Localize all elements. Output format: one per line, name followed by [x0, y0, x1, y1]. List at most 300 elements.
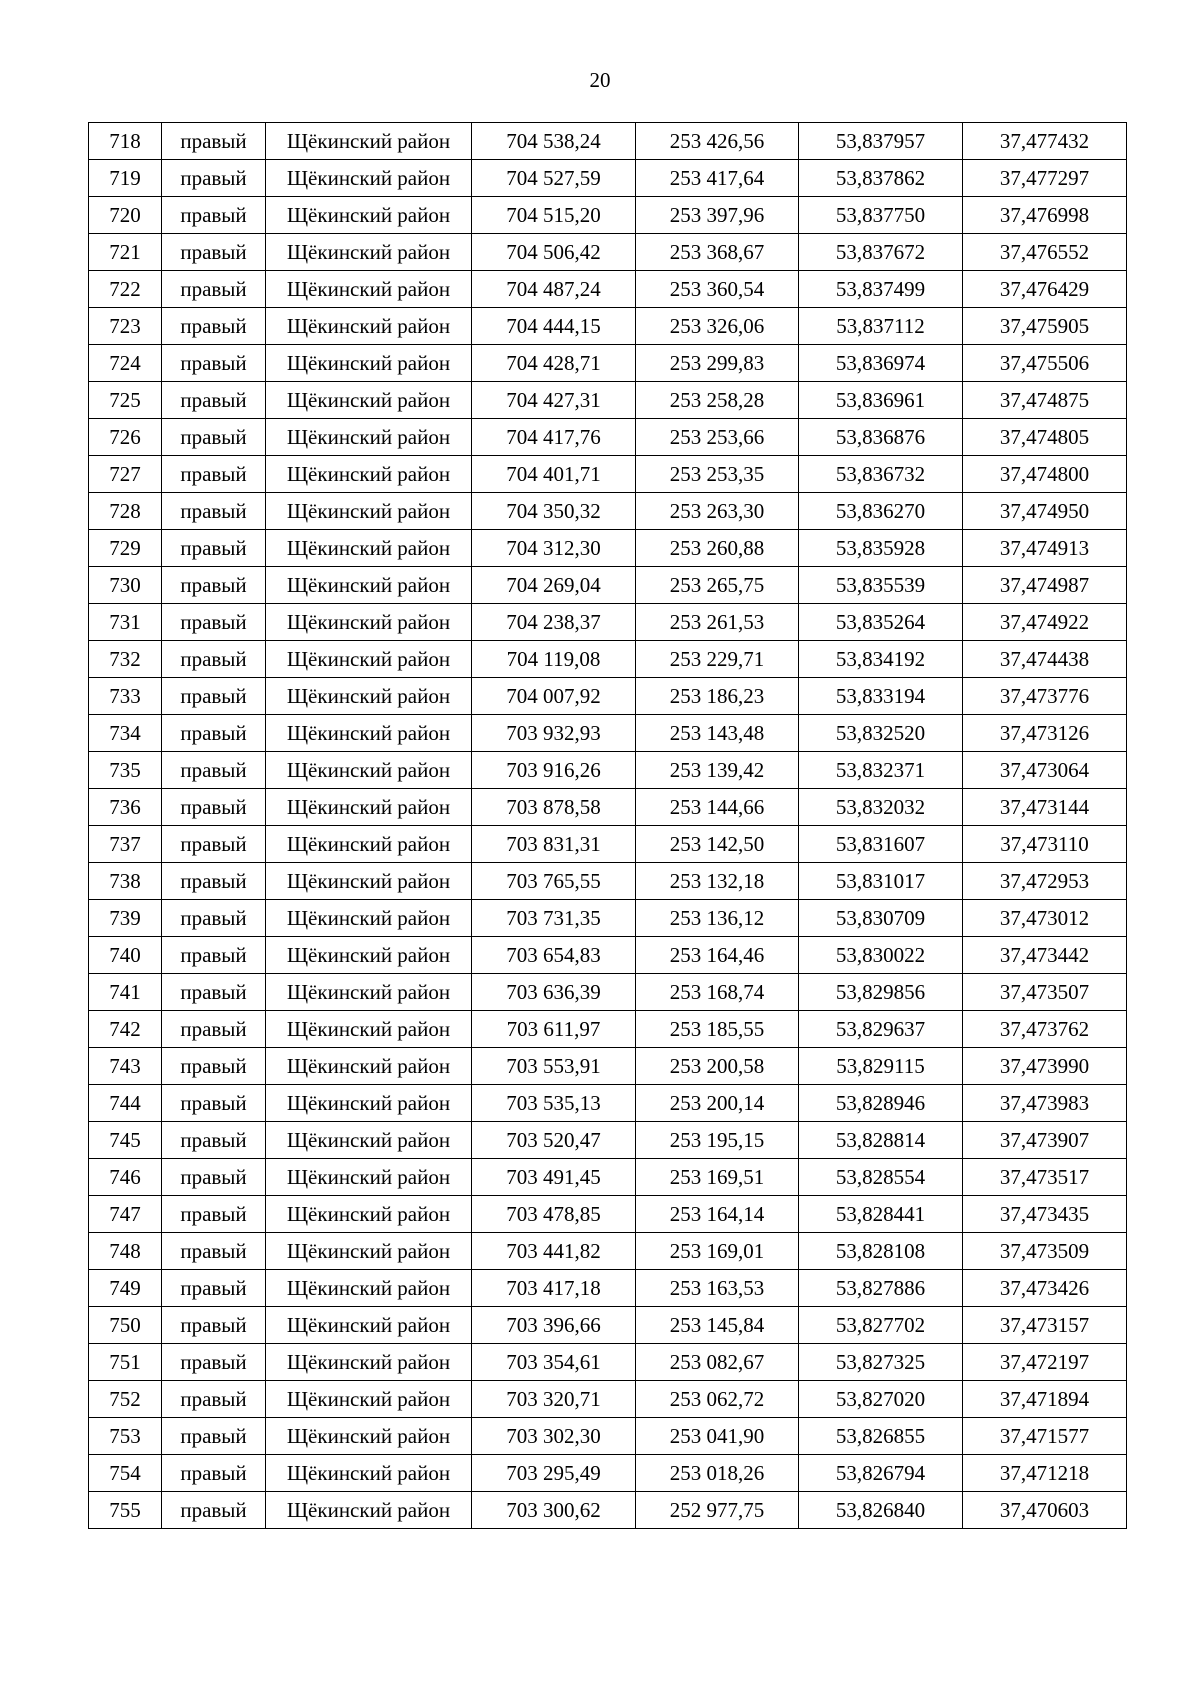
x-coordinate-cell: 703 302,30 — [472, 1418, 636, 1455]
district-cell: Щёкинский район — [266, 1233, 472, 1270]
table-row — [89, 197, 1127, 234]
latitude-cell: 53,837750 — [799, 197, 963, 234]
longitude-cell: 37,473990 — [963, 1048, 1127, 1085]
longitude-cell: 37,477297 — [963, 160, 1127, 197]
x-coordinate-cell: 703 491,45 — [472, 1159, 636, 1196]
y-coordinate-cell: 253 139,42 — [636, 752, 799, 789]
district-cell: Щёкинский район — [266, 752, 472, 789]
table-row — [89, 974, 1127, 1011]
latitude-cell: 53,828441 — [799, 1196, 963, 1233]
latitude-cell: 53,837957 — [799, 123, 963, 160]
table-row — [89, 789, 1127, 826]
x-coordinate-cell: 703 300,62 — [472, 1492, 636, 1529]
x-coordinate-cell: 703 478,85 — [472, 1196, 636, 1233]
bank-side-cell: правый — [162, 1011, 266, 1048]
longitude-cell: 37,473776 — [963, 678, 1127, 715]
district-cell: Щёкинский район — [266, 1418, 472, 1455]
coordinates-table — [88, 122, 1127, 1529]
point-number-cell: 755 — [89, 1492, 162, 1529]
district-cell: Щёкинский район — [266, 419, 472, 456]
latitude-cell: 53,835539 — [799, 567, 963, 604]
longitude-cell: 37,474950 — [963, 493, 1127, 530]
point-number-cell: 722 — [89, 271, 162, 308]
district-cell: Щёкинский район — [266, 567, 472, 604]
longitude-cell: 37,473157 — [963, 1307, 1127, 1344]
bank-side-cell: правый — [162, 1492, 266, 1529]
district-cell: Щёкинский район — [266, 530, 472, 567]
latitude-cell: 53,826794 — [799, 1455, 963, 1492]
x-coordinate-cell: 704 401,71 — [472, 456, 636, 493]
table-row — [89, 345, 1127, 382]
y-coordinate-cell: 253 144,66 — [636, 789, 799, 826]
x-coordinate-cell: 703 441,82 — [472, 1233, 636, 1270]
latitude-cell: 53,828814 — [799, 1122, 963, 1159]
district-cell: Щёкинский район — [266, 1381, 472, 1418]
table-row — [89, 419, 1127, 456]
longitude-cell: 37,473983 — [963, 1085, 1127, 1122]
point-number-cell: 727 — [89, 456, 162, 493]
district-cell: Щёкинский район — [266, 1122, 472, 1159]
y-coordinate-cell: 253 136,12 — [636, 900, 799, 937]
y-coordinate-cell: 253 265,75 — [636, 567, 799, 604]
district-cell: Щёкинский район — [266, 308, 472, 345]
longitude-cell: 37,474987 — [963, 567, 1127, 604]
y-coordinate-cell: 252 977,75 — [636, 1492, 799, 1529]
bank-side-cell: правый — [162, 456, 266, 493]
table-row — [89, 567, 1127, 604]
point-number-cell: 734 — [89, 715, 162, 752]
longitude-cell: 37,476552 — [963, 234, 1127, 271]
y-coordinate-cell: 253 263,30 — [636, 493, 799, 530]
table-row — [89, 604, 1127, 641]
latitude-cell: 53,827020 — [799, 1381, 963, 1418]
point-number-cell: 750 — [89, 1307, 162, 1344]
bank-side-cell: правый — [162, 419, 266, 456]
x-coordinate-cell: 704 527,59 — [472, 160, 636, 197]
bank-side-cell: правый — [162, 1085, 266, 1122]
y-coordinate-cell: 253 168,74 — [636, 974, 799, 1011]
latitude-cell: 53,832032 — [799, 789, 963, 826]
x-coordinate-cell: 704 007,92 — [472, 678, 636, 715]
y-coordinate-cell: 253 169,51 — [636, 1159, 799, 1196]
latitude-cell: 53,837499 — [799, 271, 963, 308]
district-cell: Щёкинский район — [266, 937, 472, 974]
point-number-cell: 741 — [89, 974, 162, 1011]
point-number-cell: 729 — [89, 530, 162, 567]
table-row — [89, 1492, 1127, 1529]
longitude-cell: 37,471577 — [963, 1418, 1127, 1455]
x-coordinate-cell: 703 295,49 — [472, 1455, 636, 1492]
latitude-cell: 53,837112 — [799, 308, 963, 345]
table-row — [89, 456, 1127, 493]
latitude-cell: 53,837862 — [799, 160, 963, 197]
table-row — [89, 1085, 1127, 1122]
latitude-cell: 53,828108 — [799, 1233, 963, 1270]
point-number-cell: 749 — [89, 1270, 162, 1307]
point-number-cell: 731 — [89, 604, 162, 641]
point-number-cell: 733 — [89, 678, 162, 715]
district-cell: Щёкинский район — [266, 974, 472, 1011]
x-coordinate-cell: 704 119,08 — [472, 641, 636, 678]
y-coordinate-cell: 253 253,66 — [636, 419, 799, 456]
longitude-cell: 37,473507 — [963, 974, 1127, 1011]
x-coordinate-cell: 703 878,58 — [472, 789, 636, 826]
district-cell: Щёкинский район — [266, 493, 472, 530]
longitude-cell: 37,470603 — [963, 1492, 1127, 1529]
x-coordinate-cell: 704 312,30 — [472, 530, 636, 567]
x-coordinate-cell: 704 427,31 — [472, 382, 636, 419]
point-number-cell: 742 — [89, 1011, 162, 1048]
longitude-cell: 37,475905 — [963, 308, 1127, 345]
latitude-cell: 53,836732 — [799, 456, 963, 493]
x-coordinate-cell: 703 320,71 — [472, 1381, 636, 1418]
y-coordinate-cell: 253 082,67 — [636, 1344, 799, 1381]
district-cell: Щёкинский район — [266, 345, 472, 382]
point-number-cell: 745 — [89, 1122, 162, 1159]
table-row — [89, 1048, 1127, 1085]
y-coordinate-cell: 253 185,55 — [636, 1011, 799, 1048]
y-coordinate-cell: 253 186,23 — [636, 678, 799, 715]
latitude-cell: 53,836270 — [799, 493, 963, 530]
longitude-cell: 37,473509 — [963, 1233, 1127, 1270]
longitude-cell: 37,471218 — [963, 1455, 1127, 1492]
point-number-cell: 737 — [89, 826, 162, 863]
table-row — [89, 1418, 1127, 1455]
x-coordinate-cell: 703 731,35 — [472, 900, 636, 937]
coordinates-table-body — [89, 123, 1127, 1529]
y-coordinate-cell: 253 258,28 — [636, 382, 799, 419]
latitude-cell: 53,831017 — [799, 863, 963, 900]
longitude-cell: 37,474922 — [963, 604, 1127, 641]
x-coordinate-cell: 703 396,66 — [472, 1307, 636, 1344]
bank-side-cell: правый — [162, 900, 266, 937]
latitude-cell: 53,836974 — [799, 345, 963, 382]
longitude-cell: 37,473907 — [963, 1122, 1127, 1159]
x-coordinate-cell: 703 417,18 — [472, 1270, 636, 1307]
bank-side-cell: правый — [162, 641, 266, 678]
point-number-cell: 725 — [89, 382, 162, 419]
longitude-cell: 37,471894 — [963, 1381, 1127, 1418]
x-coordinate-cell: 703 520,47 — [472, 1122, 636, 1159]
longitude-cell: 37,473064 — [963, 752, 1127, 789]
district-cell: Щёкинский район — [266, 1270, 472, 1307]
point-number-cell: 724 — [89, 345, 162, 382]
y-coordinate-cell: 253 195,15 — [636, 1122, 799, 1159]
y-coordinate-cell: 253 018,26 — [636, 1455, 799, 1492]
x-coordinate-cell: 703 831,31 — [472, 826, 636, 863]
district-cell: Щёкинский район — [266, 234, 472, 271]
latitude-cell: 53,830022 — [799, 937, 963, 974]
bank-side-cell: правый — [162, 604, 266, 641]
point-number-cell: 723 — [89, 308, 162, 345]
table-row — [89, 308, 1127, 345]
table-row — [89, 678, 1127, 715]
longitude-cell: 37,473144 — [963, 789, 1127, 826]
x-coordinate-cell: 703 932,93 — [472, 715, 636, 752]
point-number-cell: 754 — [89, 1455, 162, 1492]
y-coordinate-cell: 253 163,53 — [636, 1270, 799, 1307]
table-row — [89, 123, 1127, 160]
table-row — [89, 641, 1127, 678]
longitude-cell: 37,473012 — [963, 900, 1127, 937]
longitude-cell: 37,474875 — [963, 382, 1127, 419]
x-coordinate-cell: 703 654,83 — [472, 937, 636, 974]
table-row — [89, 530, 1127, 567]
y-coordinate-cell: 253 229,71 — [636, 641, 799, 678]
table-row — [89, 863, 1127, 900]
latitude-cell: 53,833194 — [799, 678, 963, 715]
y-coordinate-cell: 253 360,54 — [636, 271, 799, 308]
point-number-cell: 747 — [89, 1196, 162, 1233]
bank-side-cell: правый — [162, 1455, 266, 1492]
table-row — [89, 1307, 1127, 1344]
point-number-cell: 751 — [89, 1344, 162, 1381]
longitude-cell: 37,473762 — [963, 1011, 1127, 1048]
district-cell: Щёкинский район — [266, 641, 472, 678]
district-cell: Щёкинский район — [266, 715, 472, 752]
y-coordinate-cell: 253 164,46 — [636, 937, 799, 974]
bank-side-cell: правый — [162, 123, 266, 160]
district-cell: Щёкинский район — [266, 678, 472, 715]
bank-side-cell: правый — [162, 1307, 266, 1344]
latitude-cell: 53,832371 — [799, 752, 963, 789]
point-number-cell: 732 — [89, 641, 162, 678]
latitude-cell: 53,829637 — [799, 1011, 963, 1048]
x-coordinate-cell: 703 611,97 — [472, 1011, 636, 1048]
district-cell: Щёкинский район — [266, 1344, 472, 1381]
district-cell: Щёкинский район — [266, 1159, 472, 1196]
table-row — [89, 382, 1127, 419]
x-coordinate-cell: 704 506,42 — [472, 234, 636, 271]
latitude-cell: 53,828554 — [799, 1159, 963, 1196]
table-row — [89, 1344, 1127, 1381]
point-number-cell: 738 — [89, 863, 162, 900]
point-number-cell: 728 — [89, 493, 162, 530]
longitude-cell: 37,475506 — [963, 345, 1127, 382]
point-number-cell: 752 — [89, 1381, 162, 1418]
district-cell: Щёкинский район — [266, 1196, 472, 1233]
bank-side-cell: правый — [162, 1381, 266, 1418]
bank-side-cell: правый — [162, 1270, 266, 1307]
point-number-cell: 720 — [89, 197, 162, 234]
latitude-cell: 53,832520 — [799, 715, 963, 752]
x-coordinate-cell: 704 428,71 — [472, 345, 636, 382]
y-coordinate-cell: 253 260,88 — [636, 530, 799, 567]
y-coordinate-cell: 253 142,50 — [636, 826, 799, 863]
x-coordinate-cell: 704 417,76 — [472, 419, 636, 456]
latitude-cell: 53,831607 — [799, 826, 963, 863]
table-row — [89, 900, 1127, 937]
bank-side-cell: правый — [162, 567, 266, 604]
y-coordinate-cell: 253 426,56 — [636, 123, 799, 160]
table-row — [89, 493, 1127, 530]
longitude-cell: 37,476998 — [963, 197, 1127, 234]
district-cell: Щёкинский район — [266, 604, 472, 641]
table-row — [89, 1270, 1127, 1307]
point-number-cell: 748 — [89, 1233, 162, 1270]
district-cell: Щёкинский район — [266, 900, 472, 937]
longitude-cell: 37,473426 — [963, 1270, 1127, 1307]
longitude-cell: 37,474805 — [963, 419, 1127, 456]
table-row — [89, 752, 1127, 789]
bank-side-cell: правый — [162, 974, 266, 1011]
bank-side-cell: правый — [162, 1159, 266, 1196]
y-coordinate-cell: 253 417,64 — [636, 160, 799, 197]
bank-side-cell: правый — [162, 160, 266, 197]
y-coordinate-cell: 253 062,72 — [636, 1381, 799, 1418]
x-coordinate-cell: 704 269,04 — [472, 567, 636, 604]
x-coordinate-cell: 704 538,24 — [472, 123, 636, 160]
point-number-cell: 744 — [89, 1085, 162, 1122]
y-coordinate-cell: 253 132,18 — [636, 863, 799, 900]
latitude-cell: 53,835928 — [799, 530, 963, 567]
table-row — [89, 1196, 1127, 1233]
x-coordinate-cell: 703 535,13 — [472, 1085, 636, 1122]
y-coordinate-cell: 253 299,83 — [636, 345, 799, 382]
point-number-cell: 730 — [89, 567, 162, 604]
district-cell: Щёкинский район — [266, 863, 472, 900]
x-coordinate-cell: 704 487,24 — [472, 271, 636, 308]
bank-side-cell: правый — [162, 345, 266, 382]
district-cell: Щёкинский район — [266, 1085, 472, 1122]
longitude-cell: 37,474438 — [963, 641, 1127, 678]
point-number-cell: 746 — [89, 1159, 162, 1196]
point-number-cell: 718 — [89, 123, 162, 160]
x-coordinate-cell: 704 515,20 — [472, 197, 636, 234]
x-coordinate-cell: 704 238,37 — [472, 604, 636, 641]
longitude-cell: 37,477432 — [963, 123, 1127, 160]
y-coordinate-cell: 253 253,35 — [636, 456, 799, 493]
district-cell: Щёкинский район — [266, 382, 472, 419]
latitude-cell: 53,827702 — [799, 1307, 963, 1344]
latitude-cell: 53,828946 — [799, 1085, 963, 1122]
latitude-cell: 53,826855 — [799, 1418, 963, 1455]
longitude-cell: 37,473110 — [963, 826, 1127, 863]
bank-side-cell: правый — [162, 1196, 266, 1233]
bank-side-cell: правый — [162, 1344, 266, 1381]
point-number-cell: 753 — [89, 1418, 162, 1455]
district-cell: Щёкинский район — [266, 271, 472, 308]
page-number: 20 — [589, 68, 611, 92]
bank-side-cell: правый — [162, 789, 266, 826]
bank-side-cell: правый — [162, 308, 266, 345]
longitude-cell: 37,472197 — [963, 1344, 1127, 1381]
table-row — [89, 1381, 1127, 1418]
y-coordinate-cell: 253 368,67 — [636, 234, 799, 271]
bank-side-cell: правый — [162, 382, 266, 419]
longitude-cell: 37,474800 — [963, 456, 1127, 493]
x-coordinate-cell: 704 444,15 — [472, 308, 636, 345]
latitude-cell: 53,829115 — [799, 1048, 963, 1085]
y-coordinate-cell: 253 041,90 — [636, 1418, 799, 1455]
longitude-cell: 37,473126 — [963, 715, 1127, 752]
district-cell: Щёкинский район — [266, 1307, 472, 1344]
district-cell: Щёкинский район — [266, 160, 472, 197]
latitude-cell: 53,830709 — [799, 900, 963, 937]
longitude-cell: 37,473435 — [963, 1196, 1127, 1233]
table-row — [89, 1455, 1127, 1492]
longitude-cell: 37,474913 — [963, 530, 1127, 567]
y-coordinate-cell: 253 326,06 — [636, 308, 799, 345]
latitude-cell: 53,834192 — [799, 641, 963, 678]
point-number-cell: 740 — [89, 937, 162, 974]
table-row — [89, 234, 1127, 271]
table-row — [89, 1159, 1127, 1196]
table-row — [89, 271, 1127, 308]
district-cell: Щёкинский район — [266, 789, 472, 826]
point-number-cell: 739 — [89, 900, 162, 937]
latitude-cell: 53,836961 — [799, 382, 963, 419]
latitude-cell: 53,837672 — [799, 234, 963, 271]
y-coordinate-cell: 253 397,96 — [636, 197, 799, 234]
latitude-cell: 53,827886 — [799, 1270, 963, 1307]
point-number-cell: 726 — [89, 419, 162, 456]
y-coordinate-cell: 253 261,53 — [636, 604, 799, 641]
x-coordinate-cell: 703 916,26 — [472, 752, 636, 789]
latitude-cell: 53,827325 — [799, 1344, 963, 1381]
table-row — [89, 1011, 1127, 1048]
district-cell: Щёкинский район — [266, 197, 472, 234]
bank-side-cell: правый — [162, 863, 266, 900]
bank-side-cell: правый — [162, 752, 266, 789]
district-cell: Щёкинский район — [266, 826, 472, 863]
district-cell: Щёкинский район — [266, 456, 472, 493]
table-row — [89, 715, 1127, 752]
longitude-cell: 37,476429 — [963, 271, 1127, 308]
latitude-cell: 53,836876 — [799, 419, 963, 456]
point-number-cell: 736 — [89, 789, 162, 826]
bank-side-cell: правый — [162, 1233, 266, 1270]
y-coordinate-cell: 253 200,58 — [636, 1048, 799, 1085]
bank-side-cell: правый — [162, 530, 266, 567]
point-number-cell: 719 — [89, 160, 162, 197]
longitude-cell: 37,473517 — [963, 1159, 1127, 1196]
bank-side-cell: правый — [162, 271, 266, 308]
bank-side-cell: правый — [162, 1048, 266, 1085]
bank-side-cell: правый — [162, 493, 266, 530]
y-coordinate-cell: 253 200,14 — [636, 1085, 799, 1122]
bank-side-cell: правый — [162, 197, 266, 234]
district-cell: Щёкинский район — [266, 1048, 472, 1085]
table-row — [89, 826, 1127, 863]
point-number-cell: 721 — [89, 234, 162, 271]
y-coordinate-cell: 253 169,01 — [636, 1233, 799, 1270]
x-coordinate-cell: 704 350,32 — [472, 493, 636, 530]
district-cell: Щёкинский район — [266, 1455, 472, 1492]
bank-side-cell: правый — [162, 678, 266, 715]
bank-side-cell: правый — [162, 1122, 266, 1159]
y-coordinate-cell: 253 145,84 — [636, 1307, 799, 1344]
bank-side-cell: правый — [162, 1418, 266, 1455]
y-coordinate-cell: 253 164,14 — [636, 1196, 799, 1233]
bank-side-cell: правый — [162, 937, 266, 974]
table-row — [89, 160, 1127, 197]
y-coordinate-cell: 253 143,48 — [636, 715, 799, 752]
x-coordinate-cell: 703 636,39 — [472, 974, 636, 1011]
table-row — [89, 937, 1127, 974]
latitude-cell: 53,826840 — [799, 1492, 963, 1529]
district-cell: Щёкинский район — [266, 1011, 472, 1048]
bank-side-cell: правый — [162, 826, 266, 863]
point-number-cell: 743 — [89, 1048, 162, 1085]
x-coordinate-cell: 703 553,91 — [472, 1048, 636, 1085]
district-cell: Щёкинский район — [266, 123, 472, 160]
latitude-cell: 53,829856 — [799, 974, 963, 1011]
district-cell: Щёкинский район — [266, 1492, 472, 1529]
table-row — [89, 1122, 1127, 1159]
bank-side-cell: правый — [162, 234, 266, 271]
table-row — [89, 1233, 1127, 1270]
